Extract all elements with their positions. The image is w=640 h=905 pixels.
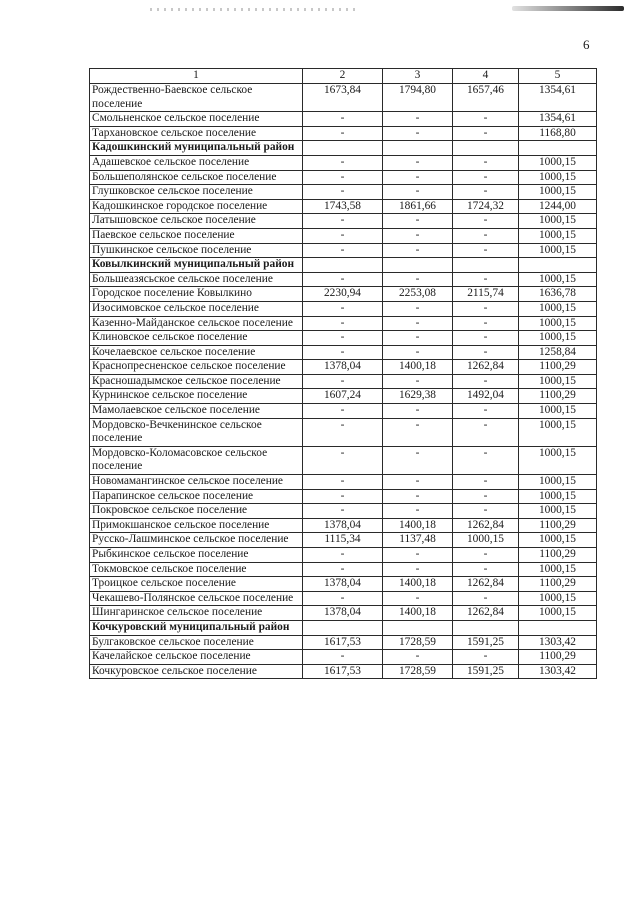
settlement-name-cell: Клиновское сельское поселение <box>90 331 303 346</box>
column-5-value-cell <box>519 258 597 273</box>
settlement-name-cell: Пушкинское сельское поселение <box>90 243 303 258</box>
data-table <box>89 68 597 679</box>
table-row <box>90 199 597 214</box>
column-4-value-cell: - <box>453 504 519 519</box>
table-row <box>90 504 597 519</box>
table-row <box>90 518 597 533</box>
column-2-value-cell: - <box>303 418 383 446</box>
column-5-value-cell: 1100,29 <box>519 360 597 375</box>
column-4-value-cell: - <box>453 331 519 346</box>
column-2-value-cell: - <box>303 591 383 606</box>
column-3-value-cell: - <box>383 170 453 185</box>
settlement-name-cell: Мордовско-Коломасовское сельское поселение <box>90 446 303 474</box>
column-2-value-cell: - <box>303 345 383 360</box>
settlement-name-cell: Булгаковское сельское поселение <box>90 635 303 650</box>
table-body <box>90 69 597 679</box>
column-3-value-cell: - <box>383 272 453 287</box>
column-3-value-cell: - <box>383 112 453 127</box>
settlement-name-cell: Адашевское сельское поселение <box>90 155 303 170</box>
settlement-name-cell: Красношадымское сельское поселение <box>90 374 303 389</box>
table-row <box>90 446 597 474</box>
page-number: 6 <box>583 37 590 52</box>
column-5-value-cell: 1000,15 <box>519 185 597 200</box>
settlement-name-cell: Кочелаевское сельское поселение <box>90 345 303 360</box>
column-2-value-cell: - <box>303 214 383 229</box>
column-2-value-cell: 1673,84 <box>303 84 383 112</box>
settlement-name-cell: Мордовско-Вечкенинское сельское поселение <box>90 418 303 446</box>
column-4-value-cell: - <box>453 126 519 141</box>
column-5-value-cell: 1303,42 <box>519 635 597 650</box>
column-5-value-cell: 1000,15 <box>519 214 597 229</box>
settlement-name-cell: Тархановское сельское поселение <box>90 126 303 141</box>
column-3-value-cell <box>383 258 453 273</box>
column-5-value-cell: 1000,15 <box>519 475 597 490</box>
settlement-name-cell: Казенно-Майданское сельское поселение <box>90 316 303 331</box>
column-4-value-cell: 1262,84 <box>453 518 519 533</box>
settlement-name-cell: Русско-Лашминское сельское поселение <box>90 533 303 548</box>
column-header-2: 2 <box>303 69 383 84</box>
settlement-name-cell: Смольненское сельское поселение <box>90 112 303 127</box>
settlement-name-cell: Большеполянское сельское поселение <box>90 170 303 185</box>
column-4-value-cell: - <box>453 214 519 229</box>
column-3-value-cell: - <box>383 404 453 419</box>
column-3-value-cell <box>383 620 453 635</box>
column-3-value-cell: 1400,18 <box>383 606 453 621</box>
column-5-value-cell: 1000,15 <box>519 301 597 316</box>
column-3-value-cell: - <box>383 562 453 577</box>
table-row <box>90 533 597 548</box>
column-2-value-cell <box>303 258 383 273</box>
column-4-value-cell: 1591,25 <box>453 664 519 679</box>
settlement-name-cell: Рождественно-Баевское сельское поселение <box>90 84 303 112</box>
column-4-value-cell: - <box>453 475 519 490</box>
column-2-value-cell: - <box>303 301 383 316</box>
settlement-name-cell: Кадошкинское городское поселение <box>90 199 303 214</box>
column-5-value-cell: 1000,15 <box>519 272 597 287</box>
column-3-value-cell: - <box>383 316 453 331</box>
column-2-value-cell: 1378,04 <box>303 606 383 621</box>
table-row <box>90 606 597 621</box>
table-row <box>90 112 597 127</box>
column-5-value-cell: 1000,15 <box>519 504 597 519</box>
column-3-value-cell: 1728,59 <box>383 664 453 679</box>
column-3-value-cell: - <box>383 475 453 490</box>
column-2-value-cell: - <box>303 126 383 141</box>
column-4-value-cell: - <box>453 155 519 170</box>
column-5-value-cell: 1000,15 <box>519 446 597 474</box>
column-5-value-cell: 1000,15 <box>519 155 597 170</box>
table-row <box>90 126 597 141</box>
column-3-value-cell: - <box>383 345 453 360</box>
settlement-name-cell: Качелайское сельское поселение <box>90 650 303 665</box>
settlement-name-cell: Примокшанское сельское поселение <box>90 518 303 533</box>
settlement-name-cell: Парапинское сельское поселение <box>90 489 303 504</box>
column-2-value-cell: - <box>303 155 383 170</box>
district-name-cell: Кочкуровский муниципальный район <box>90 620 303 635</box>
column-header-4: 4 <box>453 69 519 84</box>
column-3-value-cell: 1728,59 <box>383 635 453 650</box>
column-5-value-cell: 1000,15 <box>519 374 597 389</box>
district-header-row <box>90 258 597 273</box>
table-header-row <box>90 69 597 84</box>
settlement-name-cell: Большеазясьское сельское поселение <box>90 272 303 287</box>
column-4-value-cell: - <box>453 650 519 665</box>
column-2-value-cell: - <box>303 112 383 127</box>
column-4-value-cell: - <box>453 591 519 606</box>
column-4-value-cell: - <box>453 272 519 287</box>
column-5-value-cell: 1000,15 <box>519 243 597 258</box>
column-4-value-cell: - <box>453 489 519 504</box>
column-4-value-cell: - <box>453 446 519 474</box>
settlement-name-cell: Курнинское сельское поселение <box>90 389 303 404</box>
column-4-value-cell: 1262,84 <box>453 577 519 592</box>
settlement-name-cell: Покровское сельское поселение <box>90 504 303 519</box>
column-header-3: 3 <box>383 69 453 84</box>
column-4-value-cell: 1000,15 <box>453 533 519 548</box>
column-2-value-cell: 1743,58 <box>303 199 383 214</box>
column-5-value-cell <box>519 141 597 156</box>
column-4-value-cell: - <box>453 404 519 419</box>
table-row <box>90 345 597 360</box>
column-5-value-cell: 1303,42 <box>519 664 597 679</box>
column-2-value-cell: - <box>303 475 383 490</box>
settlement-name-cell: Кочкуровское сельское поселение <box>90 664 303 679</box>
table-row <box>90 664 597 679</box>
settlement-name-cell: Троицкое сельское поселение <box>90 577 303 592</box>
column-4-value-cell: - <box>453 562 519 577</box>
table-row <box>90 650 597 665</box>
table-row <box>90 374 597 389</box>
column-2-value-cell <box>303 620 383 635</box>
column-2-value-cell: 1617,53 <box>303 664 383 679</box>
column-2-value-cell: 1115,34 <box>303 533 383 548</box>
settlement-name-cell: Изосимовское сельское поселение <box>90 301 303 316</box>
column-3-value-cell: - <box>383 418 453 446</box>
scan-artifact-top-right <box>512 6 624 11</box>
table-row <box>90 272 597 287</box>
data-table-container <box>89 68 597 679</box>
table-row <box>90 489 597 504</box>
column-2-value-cell: 1378,04 <box>303 577 383 592</box>
column-4-value-cell: 1591,25 <box>453 635 519 650</box>
column-5-value-cell: 1100,29 <box>519 548 597 563</box>
column-4-value-cell: - <box>453 301 519 316</box>
column-3-value-cell: - <box>383 301 453 316</box>
column-2-value-cell: - <box>303 316 383 331</box>
settlement-name-cell: Шингаринское сельское поселение <box>90 606 303 621</box>
column-2-value-cell: - <box>303 650 383 665</box>
column-4-value-cell: - <box>453 374 519 389</box>
column-4-value-cell: - <box>453 112 519 127</box>
column-3-value-cell: - <box>383 155 453 170</box>
column-5-value-cell: 1000,15 <box>519 562 597 577</box>
column-4-value-cell: 1262,84 <box>453 360 519 375</box>
settlement-name-cell: Чекашево-Полянское сельское поселение <box>90 591 303 606</box>
column-2-value-cell: - <box>303 170 383 185</box>
table-row <box>90 548 597 563</box>
table-row <box>90 214 597 229</box>
column-4-value-cell: - <box>453 345 519 360</box>
column-2-value-cell: - <box>303 272 383 287</box>
column-header-5: 5 <box>519 69 597 84</box>
column-header-1: 1 <box>90 69 303 84</box>
table-row <box>90 84 597 112</box>
column-3-value-cell: - <box>383 591 453 606</box>
scan-artifact-top-left <box>150 8 360 11</box>
column-5-value-cell: 1000,15 <box>519 170 597 185</box>
table-row <box>90 562 597 577</box>
column-3-value-cell: - <box>383 243 453 258</box>
column-5-value-cell: 1000,15 <box>519 228 597 243</box>
column-3-value-cell: 1400,18 <box>383 577 453 592</box>
column-2-value-cell: - <box>303 374 383 389</box>
column-3-value-cell: 1400,18 <box>383 360 453 375</box>
settlement-name-cell: Новомамангинское сельское поселение <box>90 475 303 490</box>
column-5-value-cell: 1244,00 <box>519 199 597 214</box>
settlement-name-cell: Мамолаевское сельское поселение <box>90 404 303 419</box>
district-name-cell: Кадошкинский муниципальный район <box>90 141 303 156</box>
column-5-value-cell: 1100,29 <box>519 518 597 533</box>
column-2-value-cell: - <box>303 404 383 419</box>
table-row <box>90 591 597 606</box>
column-3-value-cell: - <box>383 126 453 141</box>
settlement-name-cell: Глушковское сельское поселение <box>90 185 303 200</box>
column-4-value-cell: 1262,84 <box>453 606 519 621</box>
column-2-value-cell: - <box>303 489 383 504</box>
column-2-value-cell: 1617,53 <box>303 635 383 650</box>
settlement-name-cell: Паевское сельское поселение <box>90 228 303 243</box>
column-5-value-cell: 1000,15 <box>519 404 597 419</box>
column-3-value-cell: - <box>383 446 453 474</box>
column-2-value-cell: 2230,94 <box>303 287 383 302</box>
column-2-value-cell: 1607,24 <box>303 389 383 404</box>
column-4-value-cell: 1724,32 <box>453 199 519 214</box>
column-4-value-cell: 2115,74 <box>453 287 519 302</box>
column-3-value-cell <box>383 141 453 156</box>
column-2-value-cell: - <box>303 548 383 563</box>
column-5-value-cell: 1100,29 <box>519 577 597 592</box>
column-3-value-cell: - <box>383 650 453 665</box>
column-3-value-cell: - <box>383 548 453 563</box>
column-5-value-cell: 1100,29 <box>519 650 597 665</box>
column-5-value-cell: 1258,84 <box>519 345 597 360</box>
column-5-value-cell: 1000,15 <box>519 331 597 346</box>
table-row <box>90 170 597 185</box>
column-4-value-cell: - <box>453 418 519 446</box>
table-row <box>90 243 597 258</box>
column-2-value-cell: - <box>303 331 383 346</box>
table-row <box>90 475 597 490</box>
column-2-value-cell <box>303 141 383 156</box>
table-row <box>90 635 597 650</box>
table-row <box>90 331 597 346</box>
column-3-value-cell: 2253,08 <box>383 287 453 302</box>
column-3-value-cell: - <box>383 228 453 243</box>
column-5-value-cell: 1000,15 <box>519 316 597 331</box>
table-row <box>90 228 597 243</box>
column-2-value-cell: - <box>303 562 383 577</box>
column-2-value-cell: 1378,04 <box>303 360 383 375</box>
column-5-value-cell: 1354,61 <box>519 84 597 112</box>
column-2-value-cell: - <box>303 446 383 474</box>
settlement-name-cell: Краснопресненское сельское поселение <box>90 360 303 375</box>
settlement-name-cell: Рыбкинское сельское поселение <box>90 548 303 563</box>
column-3-value-cell: - <box>383 185 453 200</box>
column-3-value-cell: - <box>383 331 453 346</box>
settlement-name-cell: Городское поселение Ковылкино <box>90 287 303 302</box>
column-4-value-cell: - <box>453 170 519 185</box>
table-row <box>90 316 597 331</box>
table-row <box>90 360 597 375</box>
district-header-row <box>90 141 597 156</box>
column-2-value-cell: - <box>303 504 383 519</box>
column-3-value-cell: - <box>383 374 453 389</box>
column-5-value-cell: 1000,15 <box>519 489 597 504</box>
column-5-value-cell: 1168,80 <box>519 126 597 141</box>
table-row <box>90 389 597 404</box>
column-4-value-cell <box>453 258 519 273</box>
column-5-value-cell: 1100,29 <box>519 389 597 404</box>
table-row <box>90 404 597 419</box>
column-3-value-cell: - <box>383 489 453 504</box>
column-4-value-cell: 1657,46 <box>453 84 519 112</box>
column-5-value-cell <box>519 620 597 635</box>
table-row <box>90 577 597 592</box>
column-4-value-cell: - <box>453 548 519 563</box>
district-name-cell: Ковылкинский муниципальный район <box>90 258 303 273</box>
column-3-value-cell: 1400,18 <box>383 518 453 533</box>
column-4-value-cell: - <box>453 243 519 258</box>
column-3-value-cell: 1629,38 <box>383 389 453 404</box>
column-2-value-cell: - <box>303 185 383 200</box>
column-4-value-cell: - <box>453 316 519 331</box>
column-4-value-cell <box>453 620 519 635</box>
table-row <box>90 418 597 446</box>
column-2-value-cell: - <box>303 228 383 243</box>
column-2-value-cell: - <box>303 243 383 258</box>
column-4-value-cell: - <box>453 185 519 200</box>
column-3-value-cell: - <box>383 214 453 229</box>
column-5-value-cell: 1000,15 <box>519 533 597 548</box>
column-4-value-cell: 1492,04 <box>453 389 519 404</box>
column-5-value-cell: 1354,61 <box>519 112 597 127</box>
settlement-name-cell: Латышовское сельское поселение <box>90 214 303 229</box>
column-5-value-cell: 1000,15 <box>519 418 597 446</box>
column-5-value-cell: 1000,15 <box>519 606 597 621</box>
district-header-row <box>90 620 597 635</box>
table-row <box>90 185 597 200</box>
column-5-value-cell: 1636,78 <box>519 287 597 302</box>
column-4-value-cell <box>453 141 519 156</box>
column-2-value-cell: 1378,04 <box>303 518 383 533</box>
column-3-value-cell: 1794,80 <box>383 84 453 112</box>
table-row <box>90 287 597 302</box>
column-3-value-cell: 1137,48 <box>383 533 453 548</box>
column-5-value-cell: 1000,15 <box>519 591 597 606</box>
column-3-value-cell: - <box>383 504 453 519</box>
table-row <box>90 301 597 316</box>
table-row <box>90 155 597 170</box>
column-3-value-cell: 1861,66 <box>383 199 453 214</box>
settlement-name-cell: Токмовское сельское поселение <box>90 562 303 577</box>
column-4-value-cell: - <box>453 228 519 243</box>
